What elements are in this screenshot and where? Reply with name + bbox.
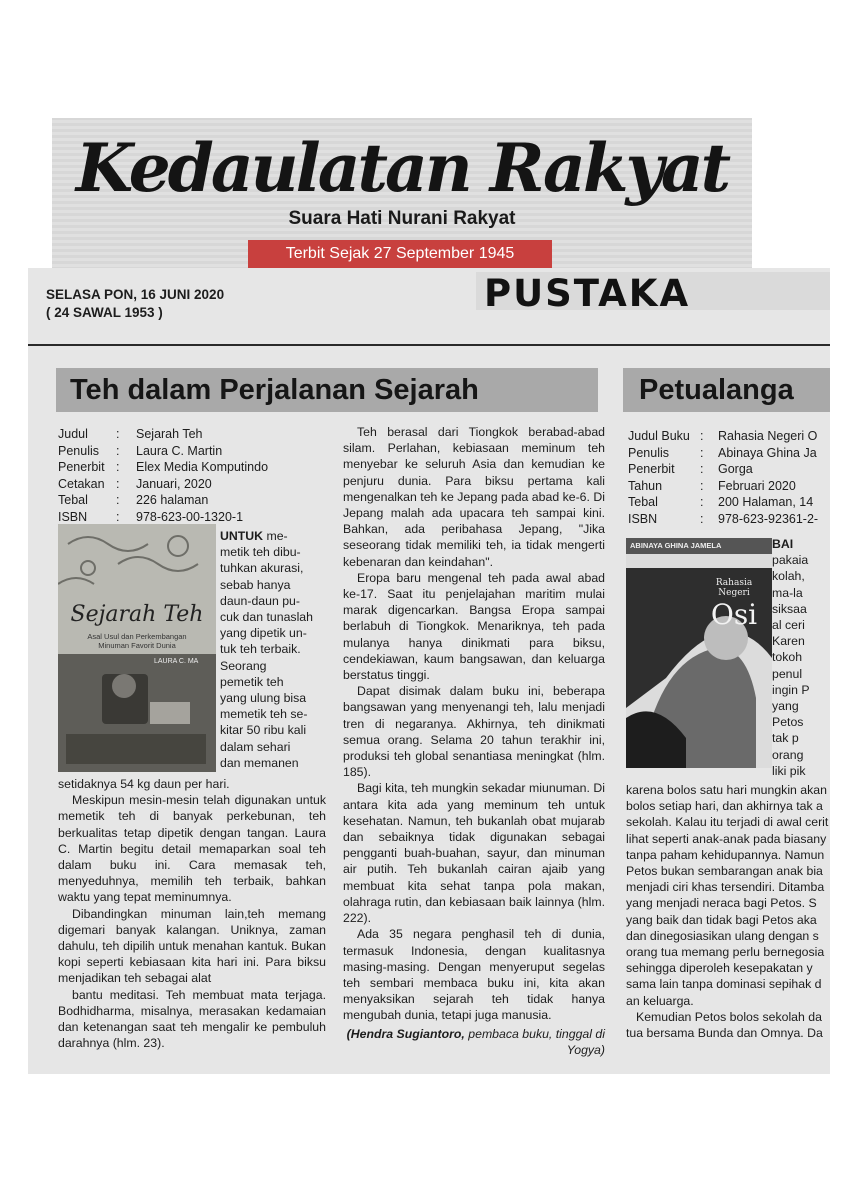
meta-value: Abinaya Ghina Ja	[718, 445, 817, 460]
meta-colon: :	[700, 429, 704, 443]
byline-description: pembaca buku, tinggal di Yogya)	[464, 1026, 605, 1057]
meta-row	[628, 511, 828, 528]
article-clipping	[28, 268, 830, 1074]
meta-value: Elex Media Komputindo	[136, 460, 269, 474]
text-line: bolos setiap hari, dan akhirnya tak a	[626, 799, 823, 814]
cover-author: LAURA C. MA	[154, 658, 199, 665]
cover-author: ABINAYA GHINA JAMELA	[630, 541, 722, 550]
lead-line	[220, 528, 316, 544]
meta-colon: :	[116, 493, 120, 507]
meta-row	[58, 509, 328, 526]
meta-row	[628, 445, 828, 462]
lead-line: Petos	[772, 715, 804, 730]
meta-row	[628, 461, 828, 478]
meta-row	[628, 428, 828, 445]
lead-line: yang	[772, 699, 799, 714]
meta-row	[58, 492, 328, 509]
second-article-lead-column	[772, 536, 830, 779]
masthead-tagline: Suara Hati Nurani Rakyat	[288, 208, 516, 229]
text-line: lihat seperti anak-anak pada biasany	[626, 831, 827, 846]
lead-line: pakaia	[772, 553, 809, 568]
text-line: menjadi ciri khas tersendiri. Ditamba	[626, 880, 825, 895]
lead-line: tuk teh terbaik.	[220, 642, 301, 657]
lead-line: yang dipetik un-	[220, 626, 307, 641]
meta-row	[58, 443, 328, 460]
text-line: tanpa paham kehidupannya. Namun	[626, 847, 825, 862]
text-line: sekolah. Kalau itu terjadi di awal cerit	[626, 815, 829, 830]
header-rule	[28, 344, 830, 346]
article-column-2	[343, 424, 605, 1058]
lead-line: Karen	[772, 634, 805, 649]
meta-colon: :	[116, 443, 120, 458]
lead-line: pemetik teh	[220, 674, 284, 689]
byline-author: (Hendra Sugiantoro,	[346, 1026, 465, 1041]
cover-subtitle: Asal Usul dan Perkembangan Minuman Favorit Dunia	[87, 632, 187, 650]
meta-row	[628, 494, 828, 511]
paragraph: Teh berasal dari Tiongkok berabad-abad silam. Perlahan, kebiasaan meminum teh menyebar ke seluruh Asia dan kemudian ke penjuru dunia. Para biksu pertama kali mengenalkan teh ke Jepang pada abad ke-6. Di Jepang malah ada upacara teh sampai kini. Bahkan, ada peribahasa Jepang, "Jika seseorang tidak memiliki teh, ia tidak mengerti kebenaran dan keindahan".	[343, 425, 605, 569]
text-line: yang menjadi neraca bagi Petos. S	[626, 896, 817, 911]
meta-row	[58, 476, 328, 493]
text-line: orang tua memang perlu bernegosia	[626, 945, 825, 960]
text-line: an keluarga.	[626, 993, 694, 1008]
meta-colon: :	[700, 495, 704, 509]
meta-colon: :	[700, 511, 704, 526]
lead-line: dalam sehari	[220, 739, 291, 754]
meta-colon: :	[700, 445, 704, 460]
meta-value: 978-623-92361-2-	[718, 511, 819, 526]
lead-line: Seorang	[220, 658, 267, 673]
book-cover-sejarah-teh	[58, 524, 216, 772]
meta-value: 200 Halaman, 14	[718, 495, 814, 509]
newspaper-logo: Kedaulatan Rakyat	[75, 129, 729, 207]
lead-line: penul	[772, 666, 803, 681]
paragraph: Meskipun mesin-mesin telah digunakan untuk memetik teh di banyak perkebunan, teh berkualitas tetap dipetik dengan tangan. Laura C. Martin begitu detail memaparkan soal teh dalam buku ini. Cara memasak teh, menyeduhnya, memilih teh terbaik, bahkan waktu yang tepat meminumnya.	[58, 793, 326, 905]
lead-line: sebab hanya	[220, 577, 291, 592]
lead-line: dan memanen	[220, 755, 299, 770]
lead-line: kolah,	[772, 569, 805, 584]
edition-date-line: SELASA PON, 16 JUNI 2020	[46, 287, 225, 302]
meta-key: Penulis	[58, 443, 99, 458]
meta-value: Sejarah Teh	[136, 427, 203, 441]
meta-value: Januari, 2020	[136, 476, 212, 491]
paragraph: Ada 35 negara penghasil teh di dunia, termasuk Indonesia, dengan kualitasnya masing-masing. Dengan menyeruput segelas teh sembari membaca buku ini, kita akan menyaksikan sejarah teh tidak hanya mengubah dunia, tetapi juga manusia.	[343, 927, 605, 1023]
paragraph: Dapat disimak dalam buku ini, beberapa bangsawan yang menyenangi teh, lalu menjadi tren di negaranya. Akhirnya, teh dinikmati semua orang. Selama 20 tahun terakhir ini, produksi teh global senantiasa meningkat (hlm. 185).	[343, 684, 605, 780]
lead-dropword: BAI	[772, 537, 794, 551]
masthead-clipping	[52, 118, 752, 276]
meta-key: Cetakan	[58, 476, 105, 491]
cover-title-small: Rahasia Negeri	[715, 578, 753, 598]
meta-colon: :	[116, 427, 120, 441]
meta-colon: :	[116, 476, 120, 491]
meta-key: ISBN	[628, 511, 658, 526]
book-metadata	[58, 426, 328, 525]
lead-line: tuhkan akurasi,	[220, 561, 304, 576]
paragraph: Dibandingkan minuman lain,teh memang digemari banyak kalangan. Uniknya, zaman dahulu, teh dipilih untuk menahan kantuk. Bukan kopi seperti kebiasaan kita hari ini. Para biksu menjadikan teh sebagai alat	[58, 906, 326, 986]
since-badge: Terbit Sejak 27 September 1945	[248, 240, 552, 268]
cover-title-big: Osi	[710, 598, 758, 631]
meta-key: Tebal	[58, 493, 88, 507]
lead-text: me-	[266, 529, 288, 543]
meta-row	[58, 459, 328, 476]
meta-key: Penerbit	[628, 462, 675, 476]
meta-row	[58, 426, 328, 443]
meta-value: 978-623-00-1320-1	[136, 509, 244, 524]
second-book-metadata	[628, 428, 828, 527]
article-lead-column	[220, 528, 316, 771]
meta-value: Laura C. Martin	[136, 443, 223, 458]
paragraph: bantu meditasi. Teh membuat mata terjaga. Bodhidharma, misalnya, merasakan kedamaian dan ketenangan saat teh mengalir ke pembuluh darahnya (hlm. 23).	[58, 987, 326, 1051]
text-line: Kemudian Petos bolos sekolah da	[636, 1009, 822, 1024]
text-line: yang baik dan tidak bagi Petos aka	[626, 912, 817, 927]
meta-colon: :	[116, 460, 120, 474]
lead-line: tak p	[772, 731, 799, 746]
section-label: PUSTAKA	[476, 272, 830, 310]
edition-date	[46, 286, 224, 322]
byline	[343, 1026, 605, 1058]
second-article-column	[626, 782, 830, 1041]
article-column-1	[58, 776, 326, 1051]
meta-key: Judul Buku	[628, 429, 690, 443]
meta-colon: :	[116, 509, 120, 524]
lead-line: yang ulung bisa	[220, 691, 307, 706]
lead-line: siksaa	[772, 601, 807, 616]
edition-hijri-date: ( 24 SAWAL 1953 )	[46, 305, 163, 320]
meta-value: Februari 2020	[718, 478, 796, 493]
paragraph: setidaknya 54 kg daun per hari.	[58, 777, 230, 791]
cover-illustration	[626, 538, 772, 768]
lead-line: metik teh dibu-	[220, 545, 301, 560]
meta-key: Penulis	[628, 445, 669, 460]
meta-colon: :	[700, 462, 704, 476]
text-line: sehingga diperoleh kesepakatan y	[626, 961, 813, 976]
meta-key: Tahun	[628, 478, 663, 493]
text-line: Petos bukan sembarangan anak bia	[626, 864, 823, 879]
second-article-headline: Petualanga	[623, 368, 830, 412]
meta-value: 226 halaman	[136, 493, 209, 507]
lead-line: al ceri	[772, 618, 805, 633]
lead-line: liki pik	[772, 763, 806, 778]
meta-key: Tebal	[628, 495, 658, 509]
text-line: tua bersama Bunda dan Omnya. Da	[626, 1026, 823, 1041]
lead-line: daun-daun pu-	[220, 593, 300, 608]
article-headline: Teh dalam Perjalanan Sejarah	[56, 368, 598, 412]
book-cover-rahasia-negeri-osi	[626, 538, 772, 768]
lead-line: ingin P	[772, 682, 810, 697]
lead-line: ma-la	[772, 585, 803, 600]
text-line: dan dinegosiasikan ulang dengan s	[626, 928, 819, 943]
meta-key: ISBN	[58, 509, 88, 524]
meta-key: Judul	[58, 427, 88, 441]
lead-line: orang	[772, 747, 804, 762]
paragraph: Eropa baru mengenal teh pada awal abad ke-17. Saat itu penjelajahan maritim mulai marak digencarkan. Bangsa Eropa sampai berlabuh di Tiongkok. Menariknya, teh pada mulanya hanya dinikmati para biksu, cendekiawan, kaum bangsawan, dan keluarga berstatus tinggi.	[343, 570, 605, 683]
cover-title: Sejarah Teh	[70, 602, 204, 627]
lead-dropword: UNTUK	[220, 529, 264, 543]
meta-colon: :	[700, 478, 704, 493]
lead-line: tokoh	[772, 650, 803, 665]
text-line: karena bolos satu hari mungkin akan	[626, 783, 827, 797]
meta-value: Rahasia Negeri O	[718, 429, 818, 443]
lead-line: cuk dan tunaslah	[220, 610, 313, 625]
paragraph: Bagi kita, teh mungkin sekadar miunuman. Di antara kita ada yang meminum teh untuk kesehatan. Namun, teh bukanlah obat mujarab dan sebaiknya tidak digunakan sebagai pengganti buah-buahan, sayur, dan minuman air putih. Teh bukanlah cairan ajaib yang membuat kita sehat tanpa pola makan, olahraga rutin, dan kebiasaan baik lainnya (hlm. 222).	[343, 781, 605, 926]
text-line: sama lain tanpa dominasi sepihak d	[626, 977, 822, 992]
meta-key: Penerbit	[58, 460, 105, 474]
lead-line: kitar 50 ribu kali	[220, 723, 307, 738]
lead-line: memetik teh se-	[220, 707, 308, 722]
meta-row	[628, 478, 828, 495]
meta-value: Gorga	[718, 462, 753, 476]
